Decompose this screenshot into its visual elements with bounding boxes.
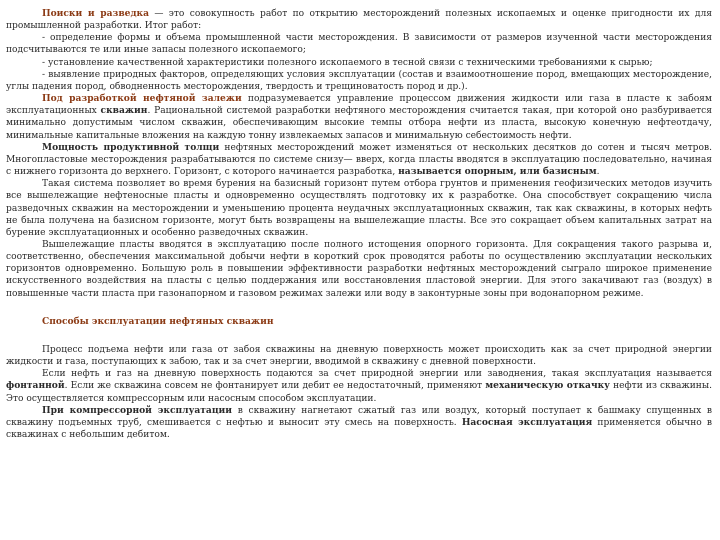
paragraph-development: [6, 93, 712, 142]
bold-text: называется опорным, или базисным: [398, 166, 597, 178]
list-item: - выявление природных факторов, определяющих условия эксплуатации (состав и взаимоотношение пород, вмещающих месторождение, углы падения пород, обводненность месторождения, твердость и трещиноватость пород и др.).: [6, 69, 712, 92]
paragraph-upper-layers: Вышележащие пласты вводятся в эксплуатацию после полного истощения опорного горизонта. Для сокращения такого разрыва и, соответственно, обеспечения максимальной добычи нефти в короткий срок проводятся работы по осуществлению эксплуатации нескольких горизонтов одновременно. Большую роль в повышении эффективности разработки нефтяных месторождений сыграло широкое применение искусственного воздействия на пласты с целью поддержания или восстановления пластовой энергии. Для этого закачивают газ (воздух) в повышенные части пласта при газонапорном и газовом режимах залежи или воду в законтурные зоны при водонапорном режиме.: [6, 239, 712, 299]
paragraph-flowing: [6, 368, 712, 404]
paragraph-text: . Если же скважина совсем не фонтанирует или дебит ее недостаточный, применяют: [64, 381, 486, 392]
paragraph-text: — это совокупность работ по открытию месторождений полезных ископаемых и оценке пригодности их для промышленной разработки. Итог работ:: [6, 9, 712, 32]
paragraph-lifting: Процесс подъема нефти или газа от забоя скважины на дневную поверхность может происходить как за счет природной энергии жидкости и газа, поступающих к забою, так и за счет энергии, вводимой в скважину с дневной поверхности.: [6, 344, 712, 368]
term-development: Под разработкой нефтяной залежи: [42, 93, 242, 105]
paragraph-text: нефти из скважины. Это осуществляется компрессорным или насосным способом эксплуатации.: [6, 381, 712, 404]
bold-text: При компрессорной эксплуатации: [42, 404, 233, 416]
paragraph-compressor: [6, 405, 712, 441]
bold-text: скважин: [100, 105, 148, 117]
paragraph-thickness: [6, 142, 712, 178]
paragraph-exploration: [6, 8, 712, 32]
section-title: Способы эксплуатации нефтяных скважин: [42, 315, 274, 327]
paragraph-text: .: [596, 167, 600, 178]
paragraph-text: в скважину нагнетают сжатый газ или воздух, который поступает к башмаку спущенных в скважину подъемных труб, смешивается с нефтью и выносит эту смесь на поверхность.: [6, 405, 712, 428]
bold-text: фонтанной: [6, 380, 65, 392]
paragraph-text: Если нефть и газ на дневную поверхность подаются за счет природной энергии или заводнения, такая эксплуатация называется: [42, 369, 712, 380]
bold-text: Мощность продуктивной толщи: [42, 141, 220, 153]
list-item: - установление качественной характеристики полезного ископаемого в тесной связи с техническими требованиями к сырью;: [42, 57, 653, 68]
paragraph-text: подразумевается управление процессом движения жидкости или газа в пласте к забоям эксплуатационных: [6, 94, 712, 117]
paragraph-system: Такая система позволяет во время бурения на базисный горизонт путем отбора грунтов и применения геофизических методов изучить все вышележащие нефтеносные пласты и одновременно осуществлять подготовку их к разработке. Она способствует сокращению числа разведочных скважин на месторождении и уменьшению процента неудачных эксплуатационных скважин, так как скважины, в которых нефть не была получена на базисном горизонте, могут быть возвращены на вышележащие пласты. Все это сокращает объем капитальных затрат на бурение эксплуатационных и особенно разведочных скважин.: [6, 179, 712, 238]
list-item: - определение формы и объема промышленной части месторождения. В зависимости от размеров изученной части месторождения подсчитываются те или иные запасы полезного ископаемого;: [6, 33, 712, 56]
bold-text: механическую откачку: [485, 380, 610, 392]
term-exploration: Поиски и разведка: [42, 8, 149, 19]
paragraph-text: . Рациональной системой разработки нефтяного месторождения считается такая, при которой оно разбуривается минимально допустимым числом скважин, обеспечивающим высокие темпы отбора нефти из пласта, высокую конечную нефтеотдачу, минимальные капитальные вложения на каждую тонну извлекаемых запасов и минимальную себестоимость нефти.: [6, 106, 712, 141]
paragraph-text: применяется обычно в скважинах с небольшим дебитом.: [6, 417, 713, 440]
bold-text: Насосная эксплуатация: [461, 416, 593, 428]
paragraph-text: нефтяных месторождений может изменяться от нескольких десятков до сотен и тысяч метров. Многопластовые месторождения разрабатываются по системе снизу— вверх, когда пласты вводятся в эксплуатацию последовательно, начиная с нижнего горизонта до верхнего. Горизонт, с которого начинается разработка,: [6, 142, 712, 178]
